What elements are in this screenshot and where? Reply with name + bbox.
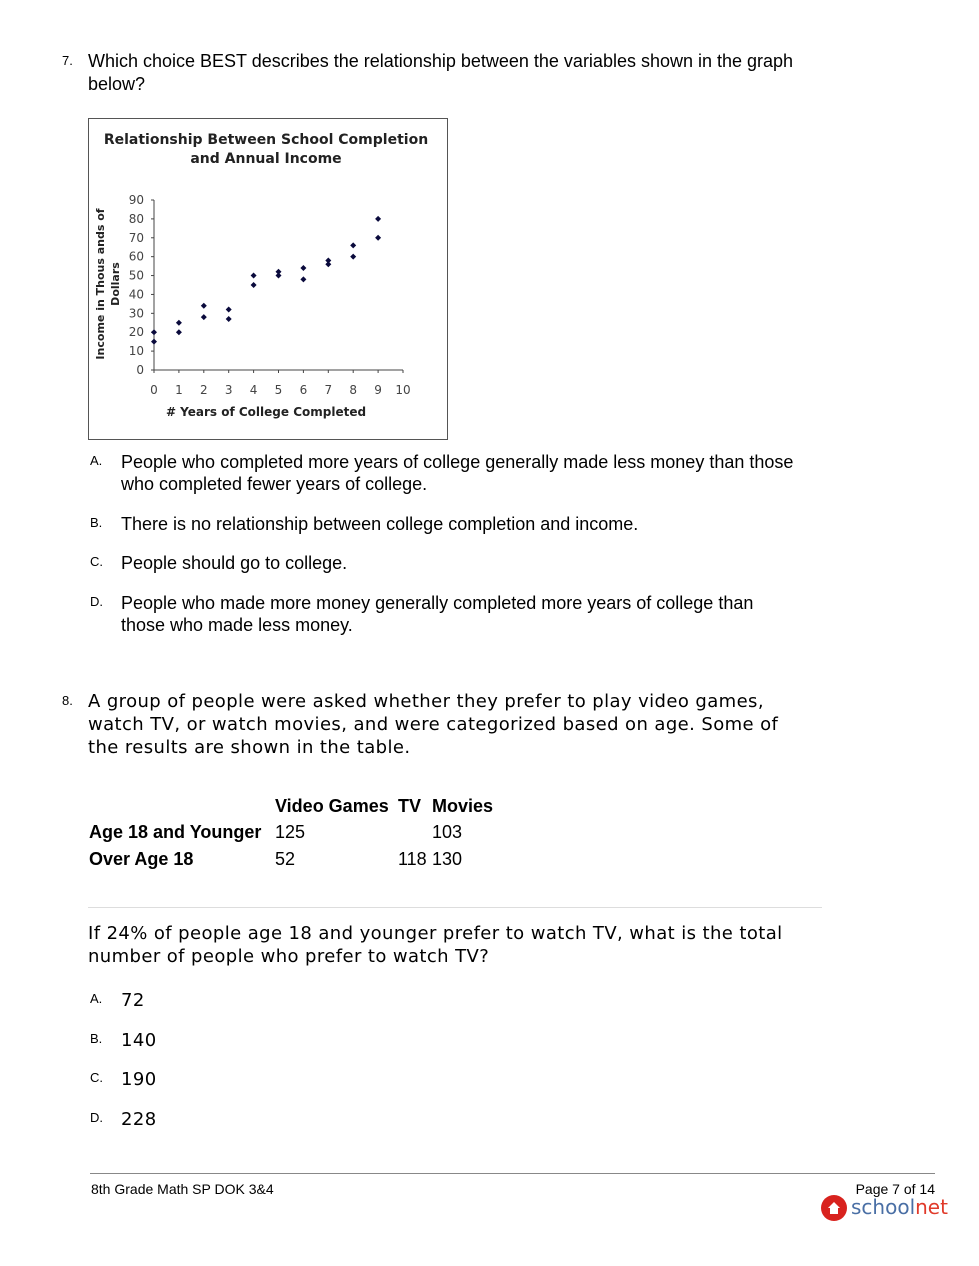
option-d[interactable]: 228 [121,1109,157,1130]
question-line: If 24% of people age 18 and younger prefer to watch TV, what is the total [88,923,783,944]
data-point [176,320,182,326]
header-video-games: Video Games [275,796,389,816]
data-point [226,316,232,322]
y-tick-label: 80 [128,211,144,226]
x-tick-label: 3 [224,383,233,397]
option-letter: B. [90,515,103,530]
data-point [176,329,182,335]
schoolnet-logo-icon [821,1195,847,1221]
x-tick-label: 10 [395,383,411,397]
data-point [226,307,232,313]
logo-school: school [851,1195,916,1219]
option-b[interactable]: There is no relationship between college completion and income. [121,514,639,534]
x-tick-label: 1 [175,383,183,397]
question-line: number of people who prefer to watch TV? [88,946,490,967]
y-axis-label-line1: Income in Thous ands of [94,208,107,360]
page-number: Page 7 of 14 [855,1181,935,1197]
option-letter: B. [90,1031,103,1046]
y-tick-label: 30 [128,306,144,321]
data-point [375,216,381,222]
x-tick-label: 5 [274,383,283,397]
y-tick-label: 10 [128,344,144,359]
data-point [276,273,282,279]
intro-line: watch TV, or watch movies, and were categorized based on age. Some of [88,714,779,735]
question-text [88,922,848,968]
y-tick-label: 60 [128,249,144,264]
row-label: Over Age 18 [89,849,194,869]
header-tv: TV [398,796,422,816]
question-text: Which choice BEST describes the relationship between the variables shown in the graph below? [88,51,794,94]
x-tick-label: 2 [199,383,208,397]
option-letter: D. [90,1110,103,1125]
data-point [251,282,257,288]
y-tick-label: 0 [136,363,144,377]
row-label: Age 18 and Younger [89,822,262,842]
y-tick-label: 90 [128,193,144,207]
header-movies: Movies [432,796,494,816]
y-axis-label-line2: Dollars [109,262,122,306]
option-b[interactable]: 140 [121,1030,157,1051]
cell: 118 [398,849,427,869]
data-point [201,314,207,320]
cell: 125 [275,822,306,842]
y-tick-label: 20 [128,325,144,340]
x-axis-label: # Years of College Completed [165,405,367,419]
data-point [375,235,381,241]
option-letter: C. [90,554,103,569]
scatter-chart [88,118,448,440]
x-tick-label: 8 [349,383,358,397]
data-point [325,261,331,267]
x-tick-label: 0 [150,383,158,397]
data-point [350,242,356,248]
intro-line: the results are shown in the table. [88,737,411,758]
x-tick-label: 6 [299,383,308,397]
data-point [201,303,207,309]
option-a[interactable]: People who completed more years of college generally made less money than those who completed fewer years of college. [121,452,794,494]
option-a[interactable]: 72 [121,990,145,1011]
x-tick-label: 9 [374,383,382,397]
footer-rule [90,1173,935,1174]
divider [88,907,822,908]
x-tick-label: 4 [249,383,258,397]
data-point [300,276,306,282]
y-tick-label: 70 [128,230,144,245]
cell: 103 [432,822,463,842]
question-number: 7. [62,53,73,68]
option-c[interactable]: People should go to college. [121,553,348,573]
option-d[interactable]: People who made more money generally completed more years of college than those who made less money. [121,593,754,635]
option-letter: D. [90,594,103,609]
data-point [251,273,257,279]
cell: 130 [432,849,463,869]
logo-net: net [915,1195,948,1219]
question-intro [88,690,848,759]
question-number: 8. [62,693,73,708]
footer-title: 8th Grade Math SP DOK 3&4 [91,1181,274,1197]
chart-svg [89,119,447,439]
schoolnet-logo-text [851,1195,948,1219]
cell: 52 [275,849,296,869]
option-letter: A. [90,991,103,1006]
data-point [151,329,157,335]
intro-line: A group of people were asked whether they prefer to play video games, [88,691,764,712]
option-letter: A. [90,453,103,468]
data-point [151,339,157,345]
chart-title-line2: and Annual Income [190,151,342,167]
data-point [350,254,356,260]
option-c[interactable]: 190 [121,1069,157,1090]
y-tick-label: 50 [128,268,144,283]
x-tick-label: 7 [324,383,333,397]
data-point [300,265,306,271]
y-tick-label: 40 [128,287,144,302]
chart-title-line1: Relationship Between School Completion [103,132,429,148]
option-letter: C. [90,1070,103,1085]
